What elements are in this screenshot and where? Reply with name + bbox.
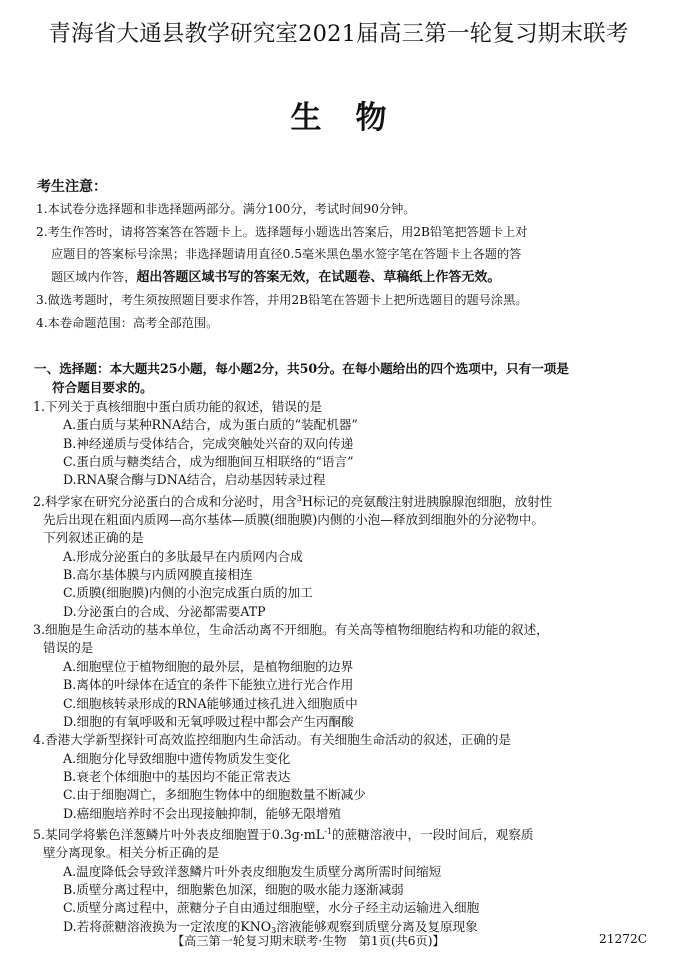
question-stem: 1.下列关于真核细胞中蛋白质功能的叙述，错误的是 <box>33 399 323 414</box>
question-stem-cont: 下列叙述正确的是 <box>43 530 144 546</box>
section-heading <box>34 360 652 397</box>
question-stem-cont: 错误的是 <box>43 640 94 656</box>
footer-code: 21272C <box>599 932 648 946</box>
subject-title: 生物 <box>290 100 421 136</box>
question-list <box>33 398 653 940</box>
question-stem: 4.香港大学新型探针可高效监控细胞内生命活动。有关细胞生命活动的叙述，正确的是 <box>33 732 511 748</box>
notice-heading: 考生注意： <box>37 179 107 195</box>
option-c: C.质壁分离过程中，蔗糖分子自由通过细胞壁，水分子经主动运输进入细胞 <box>63 900 480 916</box>
option-a: A.细胞壁位于植物细胞的最外层，是植物细胞的边界 <box>63 658 354 674</box>
question-5 <box>33 823 653 940</box>
option-b: B.神经递质与受体结合，完成突触处兴奋的双向传递 <box>63 435 354 451</box>
option-d: D.分泌蛋白的合成、分泌都需要ATP <box>63 603 266 619</box>
notice-list <box>36 198 646 334</box>
question-stem: 2.科学家在研究分泌蛋白的合成和分泌时，用含$^3$H标记的亮氨酸注射进胰腺腺泡细胞，放射性 <box>33 493 553 509</box>
section-line-1: 一、选择题：本大题共25小题，每小题2分，共50分。在每小题给出的四个选项中，只有一项是 <box>34 361 569 376</box>
option-a: A.细胞分化导致细胞中遗传物质发生变化 <box>63 750 291 766</box>
option-b: B.高尔基体膜与内质网膜直接相连 <box>63 567 253 583</box>
option-c: C.细胞核转录形成的RNA能够通过核孔进入细胞质中 <box>63 695 358 711</box>
notice-item-1: 1.本试卷分选择题和非选择题两部分。满分100分，考试时间90分钟。 <box>36 202 416 216</box>
question-1 <box>33 398 653 490</box>
option-c: C.质膜(细胞膜)内侧的小泡完成蛋白质的加工 <box>63 585 313 601</box>
notice-item-2-cont2 <box>36 266 646 290</box>
notice-item-2: 2.考生作答时，请将答案答在答题卡上。选择题每小题选出答案后，用2B铅笔把答题卡上对 <box>36 224 528 239</box>
question-3 <box>33 621 653 731</box>
question-2 <box>33 490 653 621</box>
option-a: A.蛋白质与某种RNA结合，成为蛋白质的“装配机器” <box>63 417 358 433</box>
option-b: B.质壁分离过程中，细胞紫色加深，细胞的吸水能力逐渐减弱 <box>63 881 404 897</box>
option-d: D.若将蔗糖溶液换为一定浓度的$KNO_3$溶液能够观察到质壁分离及复原现象 <box>63 918 478 935</box>
option-d: D.RNA聚合酶与DNA结合，启动基因转录过程 <box>63 472 326 488</box>
option-c: C.蛋白质与糖类结合，成为细胞间互相联络的“语言” <box>63 454 354 470</box>
question-stem: 5.某同学将紫色洋葱鳞片叶外表皮细胞置于$0.3g\cdot mL^{-1}$的蔗糖溶液中，一段时间后，观察质 <box>33 826 534 842</box>
question-4 <box>33 731 653 823</box>
option-d: D.癌细胞培养时不会出现接触抑制，能够无限增殖 <box>63 805 342 821</box>
notice-item-2-cont: 应题目的答案标号涂黑；非选择题请用直径0.5毫米黑色墨水签字笔在答题卡上各题的答 <box>51 247 522 261</box>
option-a: A.形成分泌蛋白的多肽最早在内质网内合成 <box>63 548 303 564</box>
footer-page-info: 【高三第一轮复习期末联考·生物 第1页(共6页)】 <box>172 934 445 948</box>
option-d: D.细胞的有氧呼吸和无氧呼吸过程中都会产生丙酮酸 <box>63 713 354 729</box>
option-a: A.温度降低会导致洋葱鳞片叶外表皮细胞发生质壁分离所需时间缩短 <box>63 863 442 879</box>
notice-item-4: 4.本卷命题范围：高考全部范围。 <box>36 315 219 330</box>
section-line-2: 符合题目要求的。 <box>52 379 153 395</box>
option-c: C.由于细胞凋亡，多细胞生物体中的细胞数量不断减少 <box>63 787 366 803</box>
notice-text: 题区域内作答， <box>51 269 137 284</box>
notice-item-3: 3.做选考题时，考生须按照题目要求作答，并用2B铅笔在答题卡上把所选题目的题号涂黑。 <box>36 293 528 307</box>
option-b: B.衰老个体细胞中的基因均不能正常表达 <box>63 768 291 784</box>
exam-title: 青海省大通县教学研究室2021届高三第一轮复习期末联考 <box>48 21 629 47</box>
notice-emphasis: 超出答题区域书写的答案无效，在试题卷、草稿纸上作答无效。 <box>136 269 501 285</box>
question-stem-cont: 壁分离现象。相关分析正确的是 <box>43 845 220 861</box>
option-b: B.离体的叶绿体在适宜的条件下能独立进行光合作用 <box>63 677 354 693</box>
question-stem: 3.细胞是生命活动的基本单位，生命活动离不开细胞。有关高等植物细胞结构和功能的叙述， <box>33 622 549 638</box>
question-stem-cont: 先后出现在粗面内质网—高尔基体—质膜(细胞膜)内侧的小泡—释放到细胞外的分泌物中。 <box>43 512 544 528</box>
